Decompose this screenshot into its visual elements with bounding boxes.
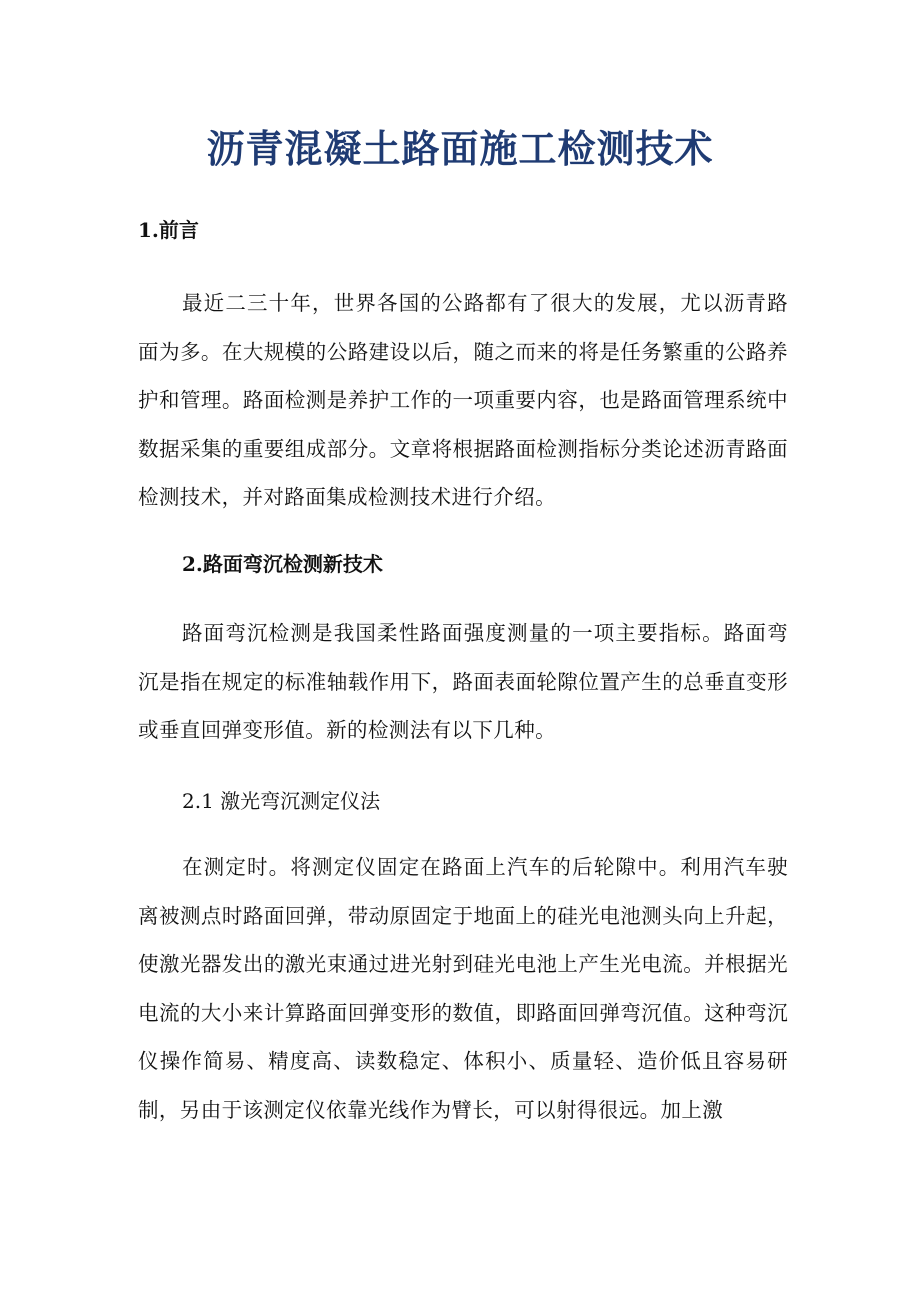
- paragraph-preface: 最近二三十年，世界各国的公路都有了很大的发展，尤以沥青路面为多。在大规模的公路建设以后，随之而来的将是任务繁重的公路养护和管理。路面检测是养护工作的一项重要内容，也是路面管理系统中数据采集的重要组成部分。文章将根据路面检测指标分类论述沥青路面检测技术，并对路面集成检测技术进行介绍。: [138, 291, 788, 509]
- section-heading-deflection: 2.路面弯沉检测新技术: [182, 552, 383, 576]
- paragraph-deflection: 路面弯沉检测是我国柔性路面强度测量的一项主要指标。路面弯沉是指在规定的标准轴载作用下，路面表面轮隙位置产生的总垂直变形或垂直回弹变形值。新的检测法有以下几种。: [138, 621, 788, 742]
- subsection-heading-laser: 2.1 激光弯沉测定仪法: [182, 789, 381, 813]
- paragraph-laser: 在测定时。将测定仪固定在路面上汽车的后轮隙中。利用汽车驶离被测点时路面回弹，带动原固定于地面上的硅光电池测头向上升起，使激光器发出的激光束通过进光射到硅光电池上产生光电流。并根据光电流的大小来计算路面回弹变形的数值，即路面回弹弯沉值。这种弯沉仪操作简易、精度高、读数稳定、体积小、质量轻、造价低且容易研制，另由于该测定仪依靠光线作为臂长，可以射得很远。加上激: [138, 855, 788, 1122]
- section-heading-preface: 1.前言: [138, 218, 199, 242]
- document-title: 沥青混凝土路面施工检测技术: [206, 126, 714, 171]
